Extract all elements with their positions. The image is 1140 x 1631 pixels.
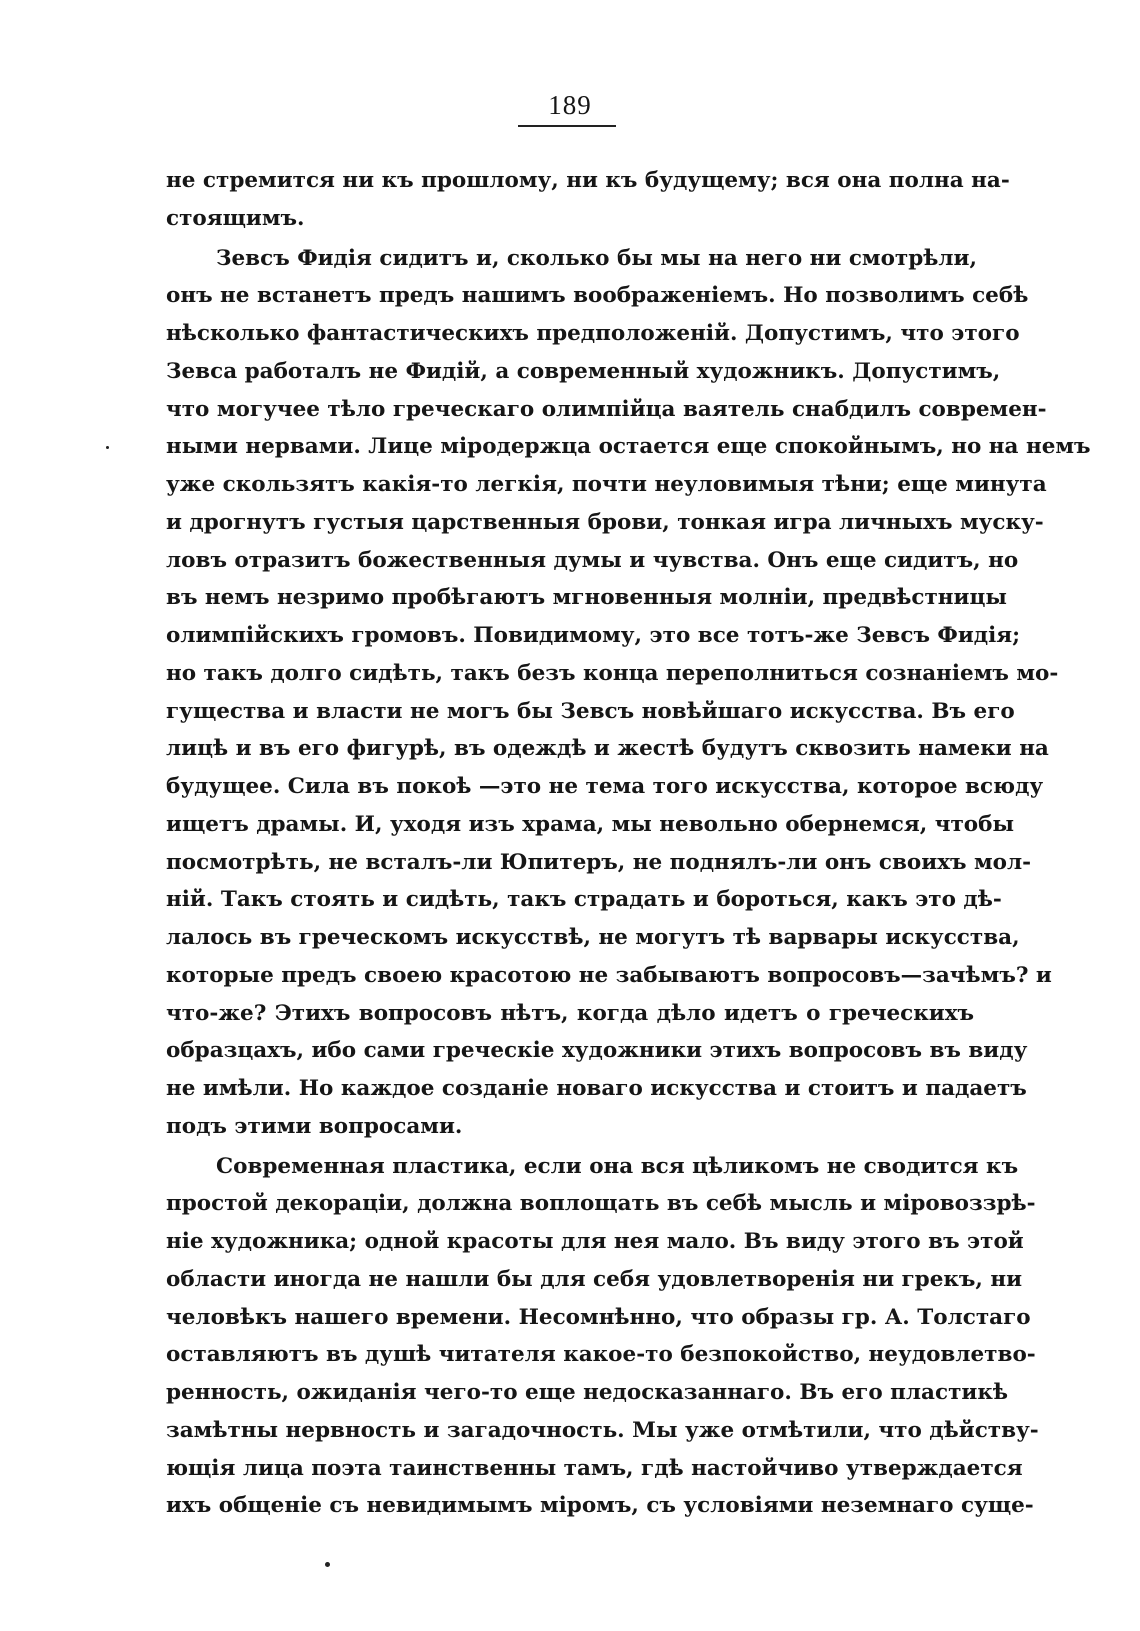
text-line: но такъ долго сидѣть, такъ безъ конца переполниться сознаніемъ мо- xyxy=(166,660,1059,686)
text-line: гущества и власти не могъ бы Зевсъ новѣйшаго искусства. Въ его xyxy=(166,698,1015,724)
text-line: замѣтны нервность и загадочность. Мы уже отмѣтили, что дѣйству- xyxy=(166,1417,1039,1443)
text-line: уже скользятъ какія-то легкія, почти неуловимыя тѣни; еще минута xyxy=(166,472,1047,497)
text-line: олимпійскихъ громовъ. Повидимому, это все тотъ-же Зевсъ Фидія; xyxy=(166,623,1021,648)
text-line: ющія лица поэта таинственны тамъ, гдѣ настойчиво утверждается xyxy=(166,1455,1023,1481)
paragraph xyxy=(166,162,1010,238)
text-line: которые предъ своею красотою не забываютъ вопросовъ—зачѣмъ? и xyxy=(166,962,1052,988)
print-speck xyxy=(106,446,109,449)
text-line: и дрогнутъ густыя царственныя брови, тонкая игра личныхъ муску- xyxy=(166,509,1044,535)
text-line: не стремится ни къ прошлому, ни къ будущему; вся она полна на- xyxy=(166,168,1010,193)
text-line: онъ не встанетъ предъ нашимъ воображеніемъ. Но позволимъ себѣ xyxy=(166,283,1029,309)
text-line: будущее. Сила въ покоѣ —это не тема того искусства, которое всюду xyxy=(166,774,1044,799)
text-line: ищетъ драмы. И, уходя изъ храма, мы невольно обернемся, чтобы xyxy=(166,811,1015,837)
text-line: человѣкъ нашего времени. Несомнѣнно, что образы гр. А. Толстаго xyxy=(166,1304,1031,1330)
text-line: ными нервами. Лице міродержца остается еще спокойнымъ, но на немъ xyxy=(166,434,1091,460)
page-number-rule xyxy=(518,125,616,127)
text-line: не имѣли. Но каждое созданіе новаго искусства и стоитъ и падаетъ xyxy=(166,1076,1027,1101)
text-line: что-же? Этихъ вопросовъ нѣтъ, когда дѣло идетъ о греческихъ xyxy=(166,1000,974,1026)
text-line: посмотрѣть, не всталъ-ли Юпитеръ, не поднялъ-ли онъ своихъ мол- xyxy=(166,849,1032,875)
text-line: ихъ общеніе съ невидимымъ міромъ, съ условіями неземнаго суще- xyxy=(166,1493,1034,1519)
text-line: образцахъ, ибо сами греческіе художники этихъ вопросовъ въ виду xyxy=(166,1038,1028,1064)
paragraph xyxy=(166,1148,1039,1526)
text-line: Зевса работалъ не Фидій, а современный художникъ. Допустимъ, xyxy=(166,358,1001,384)
text-line: ніе художника; одной красоты для нея мало. Въ виду этого въ этой xyxy=(166,1229,1024,1254)
text-line: ловъ отразитъ божественныя думы и чувства. Онъ еще сидитъ, но xyxy=(166,547,1019,573)
text-line: въ немъ незримо пробѣгаютъ мгновенныя молніи, предвѣстницы xyxy=(166,585,1007,611)
text-line: Зевсъ Фидія сидитъ и, сколько бы мы на него ни смотрѣли, xyxy=(216,245,977,271)
text-line: простой декораціи, должна воплощать въ себѣ мысль и міровоззрѣ- xyxy=(166,1191,1036,1217)
print-speck xyxy=(325,1562,330,1567)
text-line: лалось въ греческомъ искусствѣ, не могутъ тѣ варвары искусства, xyxy=(166,925,1020,950)
text-line: ній. Такъ стоять и сидѣть, такъ страдать и бороться, какъ это дѣ- xyxy=(166,887,1002,913)
text-line: нѣсколько фантастическихъ предположеній. Допустимъ, что этого xyxy=(166,321,1020,346)
text-line: лицѣ и въ его фигурѣ, въ одеждѣ и жестѣ будутъ сквозить намеки на xyxy=(166,736,1049,762)
text-line: подъ этими вопросами. xyxy=(166,1113,463,1139)
text-line: оставляютъ въ душѣ читателя какое-то безпокойство, неудовлетво- xyxy=(166,1342,1036,1368)
text-line: ренность, ожиданія чего-то еще недосказаннаго. Въ его пластикѣ xyxy=(166,1380,1008,1405)
text-body xyxy=(166,162,1091,1525)
text-line: стоящимъ. xyxy=(166,205,305,231)
text-line: Современная пластика, если она вся цѣликомъ не сводится къ xyxy=(216,1153,1019,1179)
paragraph xyxy=(166,240,1091,1146)
text-line: области иногда не нашли бы для себя удовлетворенія ни грекъ, ни xyxy=(166,1266,1023,1292)
page-number: 189 xyxy=(548,90,592,120)
text-line: что могучее тѣло греческаго олимпійца ваятель снабдилъ современ- xyxy=(166,396,1047,422)
